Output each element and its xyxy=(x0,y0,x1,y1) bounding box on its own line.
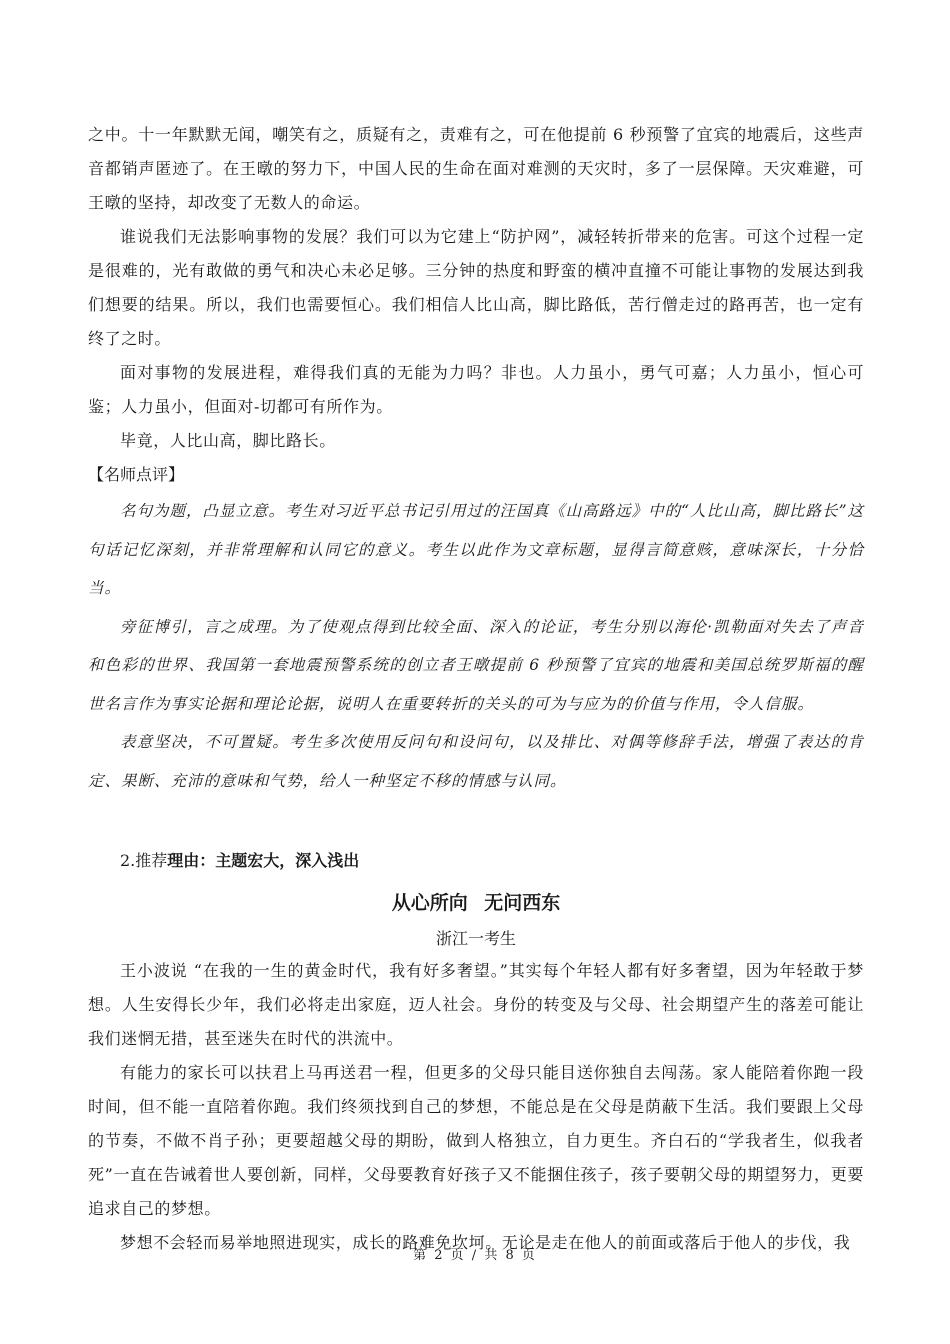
comment-paragraph: 旁征博引，言之成理。为了使观点得到比较全面、深入的论证，考生分别以海伦·凯勒面对失去了声音和色彩的世界、我国第一套地震预警系统的创立者王暾提前 6 秒预警了宜宾的地震和美国总统罗斯福的醒世名言作为事实论据和理论论据，说明人在重要转折的关头的可为与应为的价值与作用，令人信服。 xyxy=(88,617,864,713)
body-paragraph: 之中。十一年默默无闻，嘲笑有之，质疑有之，责难有之，可在他提前 6 秒预警了宜宾的地震后，这些声音都销声匿迹了。在王暾的努力下，中国人民的生命在面对难测的天灾时，多了一层保障。天灾难避，可王暾的坚持，却改变了无数人的命运。 xyxy=(88,125,864,212)
recommendation-reason: 理由：主题宏大，深入浅出 xyxy=(167,851,360,870)
body-paragraph: 谁说我们无法影响事物的发展？我们可以为它建上“防护网”，减轻转折带来的危害。可这个过程一定是很难的，光有敢做的勇气和决心未必足够。三分钟的热度和野蛮的横冲直撞不可能让事物的发展达到我们想要的结果。所以，我们也需要恒心。我们相信人比山高，脚比路低，苦行僧走过的路再苦，也一定有终了之时。 xyxy=(88,227,864,348)
recommendation-line xyxy=(88,844,864,878)
document-page xyxy=(88,118,864,1260)
essay-paragraph: 有能力的家长可以扶君上马再送君一程，但更多的父母只能目送你独自去闯荡。家人能陪着你跑一段时间，但不能一直陪着你跑。我们终须找到自己的梦想，不能总是在父母是荫蔽下生活。我们要跟上父母的节奏，不做不肖子孙；更要超越父母的期盼，做到人格独立，自力更生。齐白石的“学我者生，似我者死”一直在告诫着世人要创新，同样，父母要教育好孩子又不能捆住孩子，孩子要朝父母的期望努力，更要追求自己的梦想。 xyxy=(88,1063,864,1218)
essay-title: 从心所向 无问西东 xyxy=(391,892,561,914)
comment-paragraph: 表意坚决，不可置疑。考生多次使用反问句和设问句，以及排比、对偶等修辞手法，增强了表达的肯定、果断、充沛的意味和气势，给人一种坚定不移的情感与认同。 xyxy=(88,733,864,790)
recommendation-prefix: 2.推荐 xyxy=(120,851,168,870)
essay-paragraph: 梦想不会轻而易举地照进现实，成长的路难免坎坷。无论是走在他人的前面或落后于他人的步伐，我 xyxy=(120,1233,851,1252)
body-paragraph: 毕竟，人比山高，脚比路长。 xyxy=(120,431,336,450)
essay-paragraph: 王小波说 “在我的一生的黄金时代，我有好多奢望。”其实每个年轻人都有好多奢望，因为年轻敢于梦想。人生安得长少年，我们必将走出家庭，迈人社会。身份的转变及与父母、社会期望产生的落差可能让我们迷惘无措，甚至迷失在时代的洪流中。 xyxy=(88,961,864,1048)
comment-label: 【名师点评】 xyxy=(88,465,185,484)
page-footer: 第 2 页 / 共 8 页 xyxy=(413,1248,537,1263)
essay-author: 浙江一考生 xyxy=(435,929,516,948)
comment-paragraph: 名句为题，凸显立意。考生对习近平总书记引用过的汪国真《山高路远》中的“人比山高，脚比路长”这句话记忆深刻，并非常理解和认同它的意义。考生以此作为文章标题，显得言简意赅，意味深长，十分恰当。 xyxy=(88,502,864,597)
body-paragraph: 面对事物的发展进程，难得我们真的无能为力吗？非也。人力虽小，勇气可嘉；人力虽小，恒心可鉴；人力虽小，但面对-切都可有所作为。 xyxy=(88,363,864,416)
